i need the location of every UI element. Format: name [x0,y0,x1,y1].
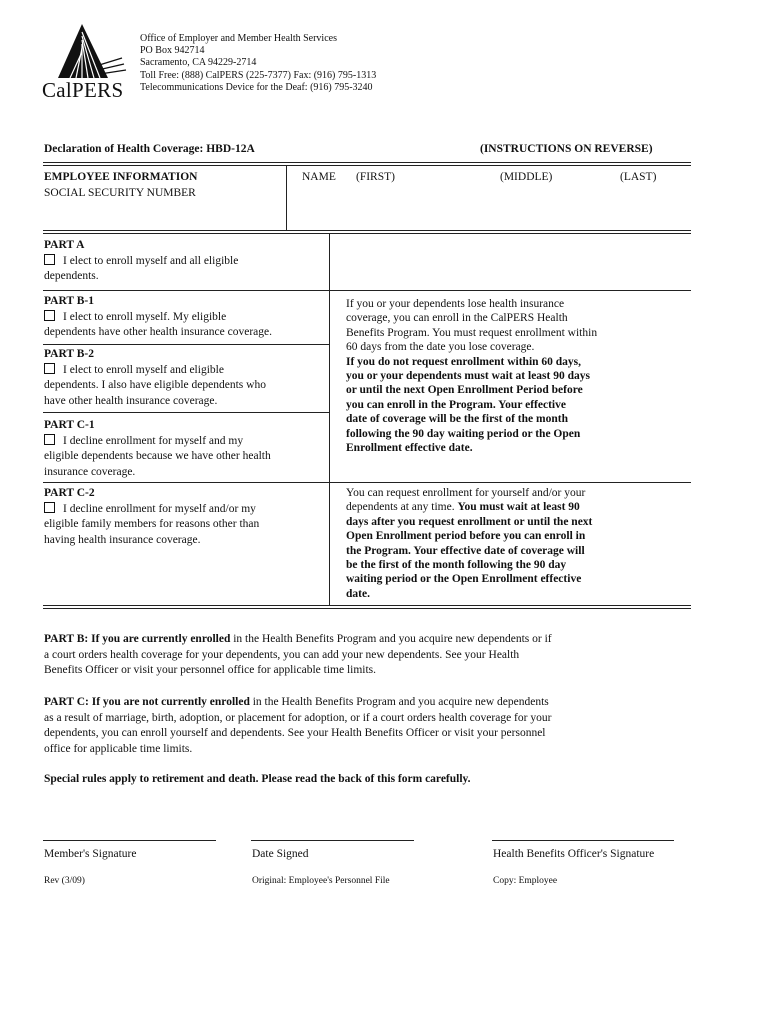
rule-line: the Program. Your effective date of coverage will [346,544,585,557]
part-b2-option-cont: dependents. I also have eligible dependents who [44,379,266,391]
last-name-label: (LAST) [620,171,657,183]
officer-signature-label: Health Benefits Officer's Signature [493,848,655,860]
note-line: Benefits Officer or visit your personnel office for applicable time limits. [44,664,377,676]
part-c-note [44,695,684,757]
name-field[interactable] [292,188,688,228]
ssn-field[interactable] [44,204,280,228]
part-c-note-lead: PART C: If you are not currently enrolled [44,696,250,708]
name-label: NAME [302,171,336,183]
divider [286,166,287,230]
part-a [44,238,324,285]
address-line: Sacramento, CA 94229-2714 [140,57,257,69]
divider [43,230,691,231]
part-c-rules [346,486,686,601]
rule-line: following the 90 day waiting period or the Open [346,427,581,440]
note-line: dependents, you can enroll yourself and dependents. See your Health Benefits Officer or visit your personnel [44,727,546,739]
rule-line: you or your dependents must wait at least 90 days [346,370,590,383]
part-b-rules [346,297,686,455]
part-c1-option-cont: insurance coverage. [44,465,136,478]
part-c1-option-cont: eligible dependents because we have other health [44,450,271,462]
note-line: office for applicable time limits. [44,742,193,755]
copy-distribution: Copy: Employee [493,876,558,886]
first-name-label: (FIRST) [356,171,395,183]
divider [43,412,329,413]
rule-line: If you do not request enrollment within 60 days, [346,355,582,368]
part-c2-option-cont: having health insurance coverage. [44,533,201,546]
date-signed-line[interactable] [251,840,414,841]
address-line: Telecommunications Device for the Deaf: (916) 795-3240 [140,81,373,93]
divider [43,290,329,291]
note-line: as a result of marriage, birth, adoption, or placement for adoption, or if a court orders health coverage for your [44,711,552,724]
agency-address [140,33,376,94]
rule-line: waiting period or the Open Enrollment effective [346,573,582,586]
part-b1-option: I elect to enroll myself. My eligible [63,310,227,323]
date-signed-label: Date Signed [252,848,309,860]
divider [43,608,691,609]
original-distribution: Original: Employee's Personnel File [252,876,390,886]
calpers-logo-mark-icon [42,22,128,84]
form-title: Declaration of Health Coverage: HBD-12A [44,143,255,155]
divider [43,605,691,606]
part-c2-option: I decline enrollment for myself and/or my [63,502,256,515]
part-a-checkbox[interactable] [44,254,55,265]
part-c1-checkbox[interactable] [44,434,55,445]
part-c2 [44,486,329,548]
part-b-note-lead: PART B: If you are currently enrolled [44,633,231,645]
part-c2-heading: PART C-2 [44,487,95,499]
address-line: Office of Employer and Member Health Services [140,33,337,44]
part-a-heading: PART A [44,239,85,251]
officer-signature-line[interactable] [492,840,674,841]
instructions-note: (INSTRUCTIONS ON REVERSE) [480,143,653,155]
rule-line: 60 days from the date you lose coverage. [346,341,535,354]
divider [43,233,691,234]
divider [43,165,691,166]
part-b1 [44,294,329,341]
middle-name-label: (MIDDLE) [500,171,553,183]
rule-line: Open Enrollment period before you can enroll in [346,530,586,543]
rule-line: You can request enrollment for yourself and/or your [346,487,586,499]
note-line: a court orders health coverage for your dependents, you can add your new dependents. See your Health [44,648,520,661]
divider [43,482,329,483]
part-b2-checkbox[interactable] [44,363,55,374]
rule-line: date of coverage will be the first of the month [346,413,568,426]
rule-line: or until the next Open Enrollment Period before [346,384,583,397]
rule-line: date. [346,587,370,600]
divider [329,290,691,291]
part-b2-option: I elect to enroll myself and eligible [63,363,224,376]
special-rules-note: Special rules apply to retirement and death. Please read the back of this form carefully. [44,773,471,785]
revision-date: Rev (3/09) [44,876,85,886]
part-a-option-cont: dependents. [44,270,99,282]
rule-line: days after you request enrollment or until the next [346,515,593,528]
address-line: Toll Free: (888) CalPERS (225-7377) Fax: (916) 795-1313 [140,69,377,81]
divider [43,162,691,163]
part-b2-heading: PART B-2 [44,348,94,360]
calpers-logo [42,22,128,104]
part-b1-option-cont: dependents have other health insurance coverage. [44,326,272,338]
part-c1-option: I decline enrollment for myself and my [63,434,244,447]
part-c1-heading: PART C-1 [44,419,95,431]
part-b1-checkbox[interactable] [44,310,55,321]
note-line: in the Health Benefits Program and you acquire new dependents [249,696,549,708]
part-b-note [44,632,684,679]
part-b2-option-cont: have other health insurance coverage. [44,394,218,407]
part-b2 [44,347,329,409]
divider [329,482,691,483]
part-b1-heading: PART B-1 [44,295,94,307]
part-c1 [44,418,329,480]
employee-info-heading: EMPLOYEE INFORMATION [44,171,198,183]
part-c2-option-cont: eligible family members for reasons other than [44,518,260,530]
rule-line: dependents at any time. [346,501,458,514]
rule-line: You must wait at least 90 [457,501,580,514]
rule-line: you can enroll in the Program. Your effective [346,398,566,411]
rule-line: coverage, you can enroll in the CalPERS Health [346,312,568,325]
divider [43,344,329,345]
part-a-option: I elect to enroll myself and all eligible [63,254,239,267]
member-signature-label: Member's Signature [44,848,137,860]
ssn-label: SOCIAL SECURITY NUMBER [44,187,196,199]
calpers-logo-text: CalPERS [42,78,124,102]
member-signature-line[interactable] [43,840,216,841]
rule-line: Benefits Program. You must request enrollment within [346,326,598,339]
rule-line: be the first of the month following the 90 day [346,559,567,572]
rule-line: If you or your dependents lose health insurance [346,298,565,310]
rule-line: Enrollment effective date. [346,442,473,455]
part-c2-checkbox[interactable] [44,502,55,513]
address-line: PO Box 942714 [140,45,205,57]
note-line: in the Health Benefits Program and you acquire new dependents or if [230,633,552,645]
